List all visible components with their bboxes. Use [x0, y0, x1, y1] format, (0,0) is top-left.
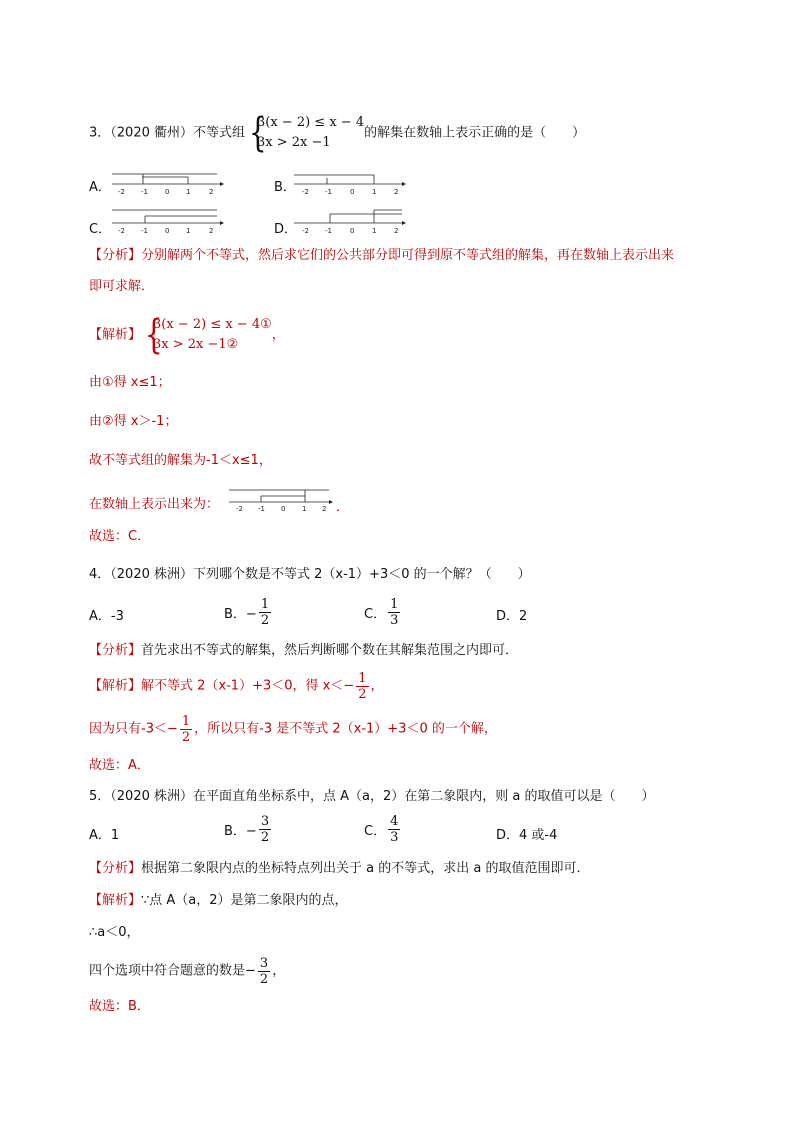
brace-icon: { — [144, 312, 163, 358]
svg-text:-2: -2 — [302, 227, 309, 234]
svg-text:-2: -2 — [118, 188, 125, 196]
denominator: 2 — [358, 687, 367, 702]
q4-reason — [89, 714, 497, 745]
solution-end: ， — [370, 678, 384, 694]
number-line-b — [294, 170, 406, 196]
option-label: B．− — [224, 824, 257, 839]
option-label: D． — [274, 222, 298, 237]
q3-stem — [89, 110, 586, 156]
q4-analysis — [89, 642, 518, 660]
svg-text:-1: -1 — [325, 227, 332, 234]
q5-step3 — [89, 956, 285, 987]
svg-text:-1: -1 — [141, 227, 148, 234]
analysis-tag: 【分析】 — [89, 248, 142, 263]
solution-text: ∵点 A（a，2）是第二象限内的点， — [141, 893, 348, 908]
step1-b: x≤1； — [130, 375, 171, 390]
q5-option-b[interactable] — [224, 814, 273, 845]
denominator: 2 — [260, 830, 270, 845]
q4-solution — [89, 671, 384, 702]
sol-row1: 3(x − 2) ≤ x − 4① — [153, 317, 272, 332]
q3-step4 — [89, 496, 219, 514]
option-label: B．− — [224, 607, 257, 622]
fraction — [259, 814, 271, 845]
q3-sys-row2: 3x > 2x −1 — [257, 135, 331, 150]
q3-analysis — [89, 247, 674, 265]
numerator: 1 — [260, 597, 270, 612]
solution-tag: 【解析】 — [89, 327, 142, 343]
q3-step1 — [89, 374, 171, 392]
svg-text:-2: -2 — [236, 505, 243, 513]
svg-text:0: 0 — [165, 227, 170, 234]
q3-option-a[interactable] — [89, 176, 111, 195]
q4-option-a[interactable]: A．-3 — [89, 609, 124, 624]
svg-text:1: 1 — [372, 227, 377, 234]
q3-inequality-system — [245, 110, 365, 156]
svg-text:-1: -1 — [325, 188, 332, 196]
q3-solution — [89, 312, 285, 358]
numerator: 3 — [259, 956, 269, 971]
denominator: 2 — [260, 613, 270, 628]
numerator: 3 — [260, 814, 270, 829]
q3-stem-suffix: 的解集在数轴上表示正确的是（ ） — [364, 125, 586, 141]
step4-text: 在数轴上表示出来为： — [89, 497, 220, 512]
q3-step3: 故不等式组的解集为-1＜x≤1， — [89, 453, 272, 468]
analysis-tag: 【分析】 — [89, 643, 142, 658]
q3-answer: 故选：C． — [89, 529, 151, 544]
numerator: 1 — [390, 597, 399, 612]
step2-a: 由②得 — [89, 414, 131, 429]
q3-stem-prefix: 3．（2020 衢州）不等式组 — [89, 125, 245, 141]
fraction — [180, 714, 192, 745]
svg-text:0: 0 — [350, 227, 355, 234]
numerator: 1 — [358, 671, 367, 686]
fraction — [388, 597, 400, 628]
denominator: 2 — [259, 972, 269, 987]
solution-text: 解不等式 2（x-1）+3＜0，得 x＜− — [141, 678, 355, 694]
q5-answer: 故选：B． — [89, 999, 150, 1014]
q4-option-c[interactable] — [364, 597, 402, 628]
numerator: 4 — [390, 814, 399, 829]
number-line-answer — [229, 486, 341, 514]
svg-text:2: 2 — [394, 227, 399, 234]
svg-text:0: 0 — [350, 188, 355, 196]
q3-step2 — [89, 413, 177, 431]
svg-text:1: 1 — [302, 505, 307, 513]
sol-comma: ， — [271, 327, 285, 343]
svg-text:-2: -2 — [118, 227, 125, 234]
svg-text:-2: -2 — [302, 188, 309, 196]
analysis-text: 首先求出不等式的解集，然后判断哪个数在其解集范围之内即可． — [141, 643, 519, 658]
q5-option-a[interactable]: A．1 — [89, 828, 120, 843]
svg-text:2: 2 — [209, 188, 214, 196]
q3-option-b[interactable] — [274, 176, 296, 195]
option-label: C． — [364, 607, 387, 622]
fraction — [356, 671, 368, 702]
q4-option-b[interactable] — [224, 597, 273, 628]
q3-sys-row1: 3(x − 2) ≤ x − 4 — [257, 115, 365, 130]
step3-text: 四个选项中符合题意的数是− — [89, 963, 256, 979]
sol-row2: 3x > 2x −1② — [153, 337, 239, 352]
q3-option-c[interactable] — [89, 218, 111, 237]
q4-option-d[interactable]: D．2 — [496, 609, 528, 624]
reason-a: 因为只有-3＜− — [89, 721, 178, 737]
q3-solution-system — [141, 312, 272, 358]
number-line-a — [112, 170, 224, 196]
denominator: 2 — [181, 730, 191, 745]
svg-text:0: 0 — [281, 505, 286, 513]
q5-step2: ∴a＜0， — [89, 925, 140, 940]
q3-analysis-cont: 即可求解． — [89, 279, 155, 294]
svg-text:1: 1 — [186, 227, 191, 234]
fraction — [258, 956, 270, 987]
svg-text:2: 2 — [322, 505, 327, 513]
denominator: 3 — [390, 613, 399, 628]
step2-b: x＞-1； — [130, 414, 178, 429]
q5-stem: 5．（2020 株洲）在平面直角坐标系中，点 A（a，2）在第二象限内，则 a 的取值可以是（ ） — [89, 789, 655, 804]
q4-stem: 4．（2020 株洲）下列哪个数是不等式 2（x-1）+3＜0 的一个解？（ ） — [89, 567, 531, 582]
svg-text:1: 1 — [372, 188, 377, 196]
step3-end: ， — [272, 963, 286, 979]
brace-icon: { — [248, 110, 267, 156]
svg-text:2: 2 — [209, 227, 214, 234]
svg-text:0: 0 — [165, 188, 170, 196]
fraction — [388, 814, 400, 845]
step4-end: ． — [336, 500, 350, 515]
reason-b: ，所以只有-3 是不等式 2（x-1）+3＜0 的一个解， — [194, 721, 497, 737]
analysis-text: 分别解两个不等式，然后求它们的公共部分即可得到原不等式组的解集，再在数轴上表示出来 — [141, 248, 675, 263]
option-label: B． — [274, 180, 296, 195]
analysis-tag: 【分析】 — [89, 861, 142, 876]
option-label: C． — [364, 824, 387, 839]
solution-tag: 【解析】 — [89, 678, 142, 694]
option-label: A． — [89, 180, 111, 195]
step1-a: 由①得 — [89, 375, 131, 390]
number-line-d — [294, 206, 406, 234]
solution-tag: 【解析】 — [89, 893, 142, 908]
numerator: 1 — [181, 714, 191, 729]
analysis-text: 根据第二象限内点的坐标特点列出关于 a 的不等式，求出 a 的取值范围即可． — [141, 861, 590, 876]
svg-text:-1: -1 — [141, 188, 148, 196]
number-line-c — [112, 206, 224, 234]
option-label: C． — [89, 222, 112, 237]
svg-text:-1: -1 — [258, 505, 265, 513]
q5-analysis — [89, 860, 589, 878]
svg-text:2: 2 — [394, 188, 399, 196]
q5-solution — [89, 892, 348, 910]
q5-option-d[interactable]: D．4 或-4 — [496, 828, 558, 843]
q5-option-c[interactable] — [364, 814, 402, 845]
q4-answer: 故选：A． — [89, 758, 150, 773]
svg-text:1: 1 — [186, 188, 191, 196]
denominator: 3 — [390, 830, 399, 845]
fraction — [259, 597, 271, 628]
